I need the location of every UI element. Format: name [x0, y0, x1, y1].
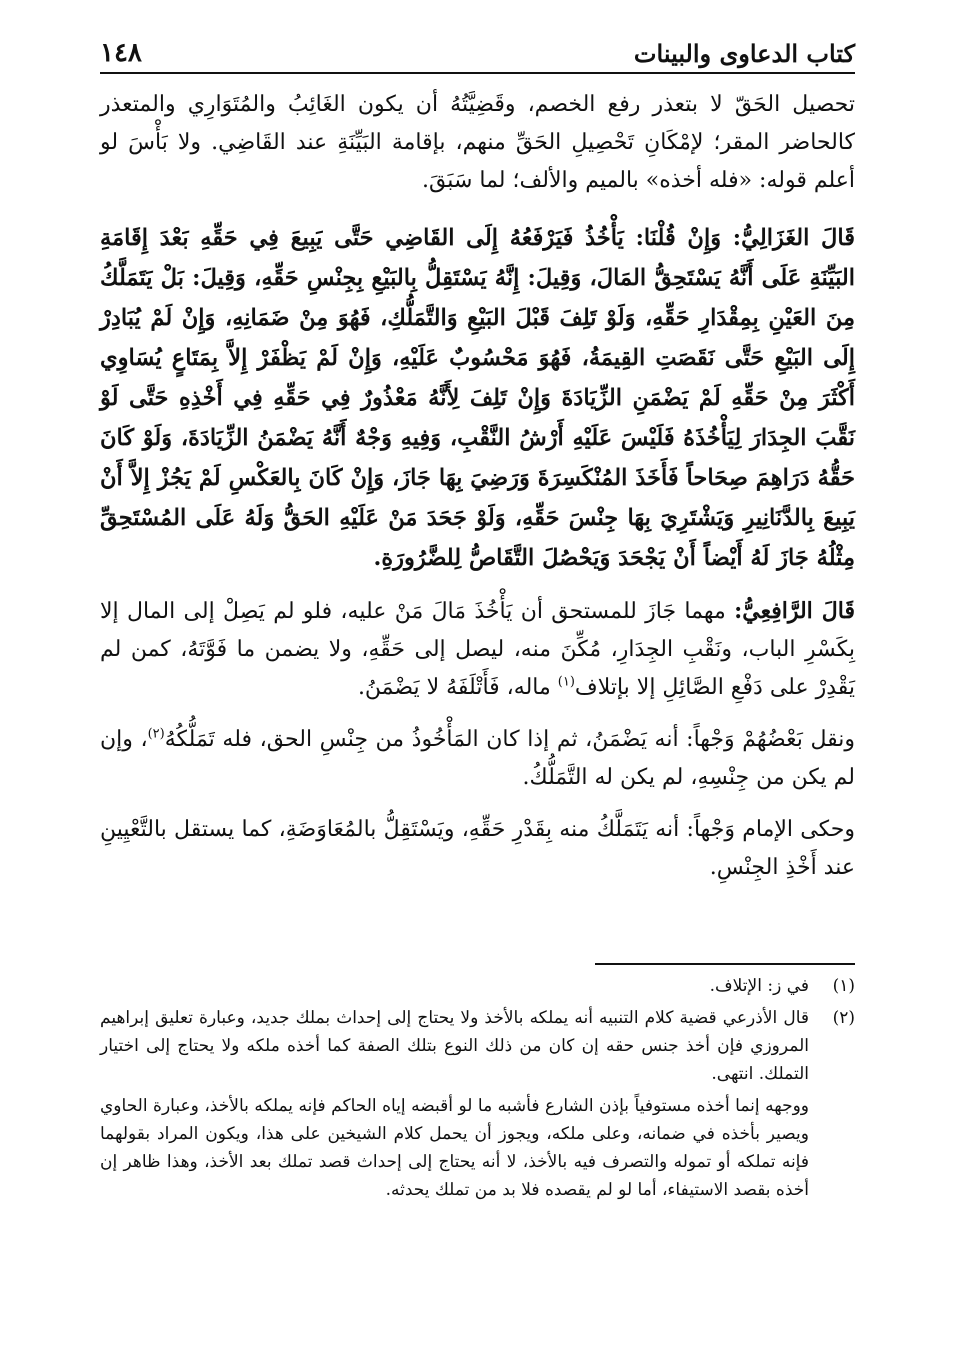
paragraph-text: وَإِنْ قُلْنَا: يَأْخُذُ فَيَرْفَعُهُ إِلَى القَاضِي حَتَّى يَبِيعَ فِي حَقِّهِ بَعْدَ إِقَامَةِ البَيِّنَةِ عَلَى أَنَّهُ يَسْتَحِقُّ المَالَ، وَقِيلَ: إِنَّهُ يَسْتَقِلُّ بِالبَيْعِ بِجِنْسِ حَقِّهِ، وَقِيلَ: بَلْ يَتَمَلَّكُ مِنَ العَيْنِ بِمِقْدَارِ حَقِّهِ، وَلَوْ تَلِفَ قَبْلَ البَيْعِ وَالتَّمَلُّكِ، فَهُوَ مِنْ ضَمَانِهِ، وَإِنْ لَمْ يُبَادِرْ إِلَى البَيْعِ حَتَّى نَقَصَتِ القِيمَةُ، فَهُوَ مَحْسُوبٌ عَلَيْهِ، وَإِنْ لَمْ يَظْفَرْ إِلاَّ بِمَتَاعٍ يُسَاوِي أَكْثَرَ مِنْ حَقِّهِ لَمْ يَضْمَنِ الزِّيَادَةَ وَإِنْ تَلِفَ لِأَنَّهُ مَعْذُورٌ فِي حَقِّهِ فِي أَخْذِهِ حَتَّى لَوْ نَقَّبَ الجِدَارَ لِيَأْخُذَهُ فَلَيْسَ عَلَيْهِ أَرْشُ النَّقْبِ، وَفِيهِ وَجْهٌ أَنَّهُ يَضْمَنُ الزِّيَادَةَ، وَلَوْ كَانَ حَقُّهُ دَرَاهِمَ صِحَاحاً فَأَخَذَ المُنْكَسِرَةَ وَرَضِيَ بِهَا جَازَ، وَإِنْ كَانَ بِالعَكْسِ لَمْ يَجُزْ إِلاَّ أَنْ يَبِيعَ بِالدَّنَانِيرِ وَيَشْتَرِيَ بِهَا جِنْسَ حَقِّهِ، وَلَوْ جَحَدَ مَنْ عَلَيْهِ الحَقُّ وَلَهُ عَلَى المُسْتَحِقِّ مِثْلُهُ جَازَ لَهُ أَيْضاً أَنْ يَجْحَدَ وَيَحْصُلَ التَّقَاصُّ لِلضَّرُورَةِ. — [100, 225, 855, 571]
paragraph-ghazali — [100, 218, 855, 578]
page-number: ١٤٨ — [100, 38, 142, 68]
footnote-ref[interactable]: (٢) — [147, 726, 165, 742]
paragraph-text: تحصيل الحَقّ لا بتعذر رفع الخصم، وقَضِيَّتُهُ أن يكون الغَائِبُ والمُتَوَارِي والمتعذر كالحاضر المقر؛ لإمْكَانِ تَحْصِيلِ الحَقِّ منهم، بإقامة البَيِّنَةِ عند القَاضِي. ولا بَأْسَ لو أعلم قوله: «فله أخذه» بالميم والألف؛ لما سَبَقَ. — [100, 92, 855, 193]
paragraph-text-after: ، وإن لم يكن من جِنْسِهِ، لم يكن له التَّمَلُّكُ. — [100, 727, 855, 790]
footnotes — [100, 972, 855, 1204]
footnote-divider — [595, 963, 855, 965]
book-title: كتاب الدعاوى والبينات — [633, 39, 855, 68]
paragraph-rafii — [100, 592, 855, 707]
paragraph-imam-view — [100, 811, 855, 887]
footnote-text: قال الأذرعي قضية كلام التنبيه أنه يملكه بالأخذ ولا يحتاج إلى إحداث بملك جديد، وعبارة تعليق إبراهيم المروزي فإن أخذ جنس حقه إن كان من ذلك النوع بتلك الصفة كما أخذه ملكه ولا يحتاج إلى اختيار التملك. انتهى. — [100, 1008, 809, 1084]
paragraph-intro — [100, 86, 855, 200]
paragraph-text: مهما جَازَ للمستحق أن يَأْخُذَ مَالَ مَنْ عليه، فلو لم يَصِلْ إلى المال إلا بِكَسْرِ الباب، ونَقْبِ الجِدَارِ، مُكِّنَ منه، ليصل إلى حَقِّهِ، ولا يضمن ما فَوَّتَهُ، كمن لم يَقْدِرْ على دَفْعِ الصَّائِلِ إلا بإتلاف — [100, 599, 855, 700]
paragraph-text: ونقل بَعْضُهُمْ وَجْهاً: أنه يَضْمَنُ، ثم إذا كان المَأْخُوذُ من جِنْسِ الحق، فله تَمَلُّكُهُ — [164, 727, 855, 752]
footnote-ref[interactable]: (١) — [557, 674, 575, 690]
footnote-item — [100, 972, 855, 1000]
speaker-label: قَالَ الغَزَالِيُّ: — [732, 225, 855, 251]
main-text — [100, 86, 855, 901]
paragraph-text-after: ماله، فَأَتْلَفَهُ لا يَضْمَنُ. — [357, 675, 558, 700]
footnote-number: (٢) — [832, 1008, 855, 1028]
speaker-label: قَالَ الرَّافِعِيُّ: — [734, 598, 855, 624]
footnote-number: (١) — [832, 976, 855, 996]
paragraph-text: وحكى الإمام وَجْهاً: أنه يَتَمَلَّكُ منه بِقَدْرِ حَقِّهِ، ويَسْتَقِلُّ بالمُعَاوَضَةِ، كما يستقل بالتَّعْيِينِ عند أَخْذِ الجِنْسِ. — [100, 817, 855, 880]
footnote-item — [100, 1004, 855, 1088]
paragraph-some-view — [100, 721, 855, 797]
page-header — [100, 32, 855, 74]
footnote-continuation: ووجهه إنما أخذه مستوفياً بإذن الشارع فأشبه ما لو أقبضه إياه الحاكم فإنه يملكه بالأخذ، وعبارة الحاوي ويصير بأخذه في ضمانه، وعلى ملكه، ويجوز أن يحمل كلام الشيخين على هذا، ويكون المراد بقولهما فإنه تملكه أو تموله والتصرف فيه بالأخذ، لا أنه يحتاج إلى إحداث قصد تملك بعد الأخذ، وهذا ظاهر إن أخذه بقصد الاستيفاء، أما لو لم يقصده فلا بد من تملك يحدثه. — [100, 1096, 809, 1200]
footnote-text: في ز: الإتلاف. — [709, 976, 809, 996]
